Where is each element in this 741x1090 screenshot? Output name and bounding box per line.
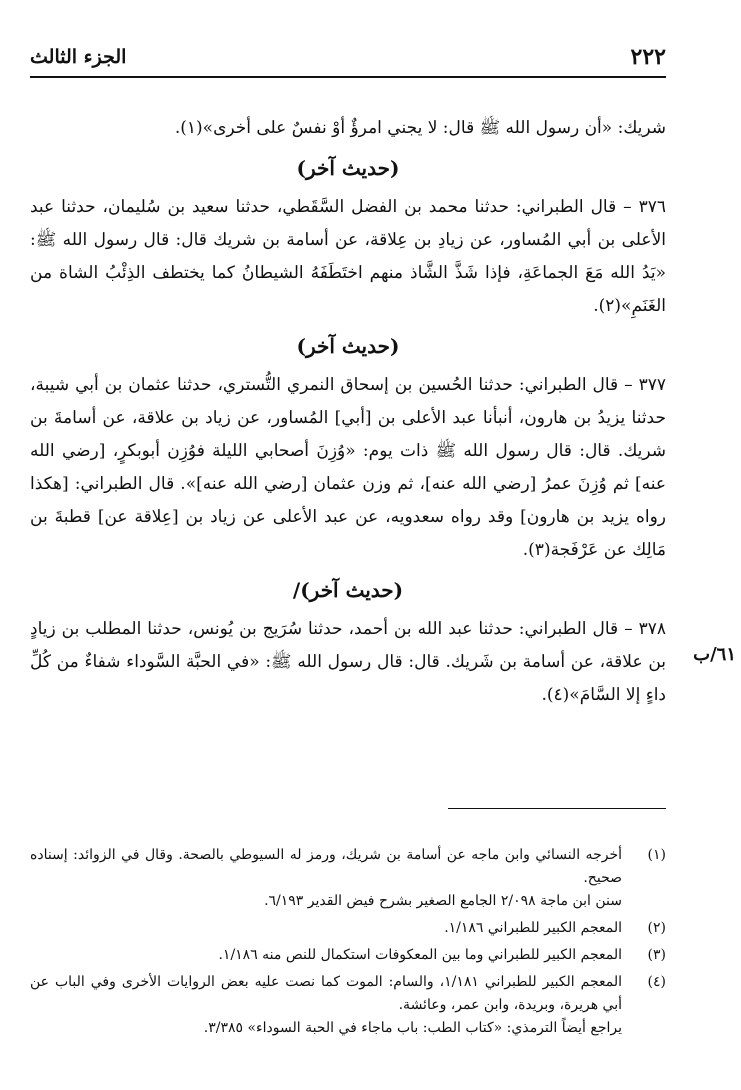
footnote-line: يراجع أيضاً الترمذي: «كتاب الطب: باب ماجاء في الحبة السوداء» ٣/٣٨٥. xyxy=(203,1020,622,1036)
footnote-number: (١) xyxy=(647,847,666,863)
manuscript-folio-note: ٦١/ب xyxy=(693,644,736,665)
footnote-line: أخرجه النسائي وابن ماجه عن أسامة بن شريك، ورمز له السيوطي بالصحة. وقال في الزوائد: إسناده صحيح. xyxy=(30,847,622,886)
footnote-text xyxy=(30,917,622,940)
footnote-line: المعجم الكبير للطبراني ١/١٨١، والسام: الموت كما نصت عليه بعض الروايات الأخرى وفي الباب عن أبي هريرة، وبريدة، وابن عمر، وعائشة. xyxy=(30,974,622,1013)
hadith-378: ٣٧٨ – قال الطبراني: حدثنا عبد الله بن أحمد، حدثنا سُرَيج بن يُونس، حدثنا المطلب بن زيادٍ بن علاقة، عن أسامة بن شَريك. قال: قال رسول الله ﷺ: «في الحبَّة السَّوداء شفاءٌ من كُلِّ داءٍ إلا السَّامَ»(٤). xyxy=(30,619,666,705)
footnote-text xyxy=(30,944,622,967)
section-heading: (حديث آخر) xyxy=(296,156,400,180)
footnote xyxy=(30,844,666,913)
header-rule xyxy=(30,76,666,78)
footnote-number: (٤) xyxy=(647,974,666,990)
footnote-number: (٣) xyxy=(647,947,666,963)
section-heading: (حديث آخر) xyxy=(296,334,400,358)
hadith-377: ٣٧٧ – قال الطبراني: حدثنا الحُسين بن إسحاق النمري التُّستري، حدثنا عثمان بن أبي شيبة، حدثنا يزيدُ بن هارون، أنبأنا عبد الأعلى بن [أبي] المُساور، عن زياد بن علاقة، عن أسامةَ بن شريك. قال: قال رسول الله ﷺ ذات يوم: «وُزِنَ أصحابي الليلة فوُزِن أبوبكرٍ، [رضي الله عنه] ثم وُزِنَ عمرُ [رضي الله عنه]، ثم وزن عثمان [رضي الله عنه]». قال الطبراني: [هكذا رواه يزيد بن هارون] وقد رواه سعدويه، عن عبد الأعلى عن زياد بن [عِلاقة عن] قطبةَ بن مَالِك عن عَرْفَجة(٣). xyxy=(30,375,666,560)
main-text xyxy=(30,112,666,712)
page-number: ٢٢٢ xyxy=(630,44,666,70)
footnote xyxy=(30,971,666,1040)
footnote-line: المعجم الكبير للطبراني ١/١٨٦. xyxy=(444,920,622,936)
part-title: الجزء الثالث xyxy=(30,46,127,68)
running-head xyxy=(30,40,666,74)
footnote-text xyxy=(30,971,622,1040)
footnote-line: المعجم الكبير للطبراني وما بين المعكوفات استكمال للنص منه ١/١٨٦. xyxy=(218,947,622,963)
intro-paragraph: شريك: «أن رسول الله ﷺ قال: لا يجني امرؤٌ أوْ نفسٌ على أخرى»(١). xyxy=(174,118,666,138)
footnote-number: (٢) xyxy=(647,920,666,936)
footnotes xyxy=(30,844,666,1044)
footnote xyxy=(30,917,666,940)
footnote-rule xyxy=(448,808,666,809)
footnote-text xyxy=(30,844,622,913)
hadith-376: ٣٧٦ – قال الطبراني: حدثنا محمد بن الفضل السَّقَطي، حدثنا سعيد بن سُليمان، حدثنا عبد الأعلى بن أبي المُساور، عن زيادِ بن عِلاقة، عن أسامة بن شريك قال: قال رسول الله ﷺ: «يَدُ الله مَعَ الجماعَةِ، فإذا شَذَّ الشَّاذ منهم اختَطَفَهُ الشيطانُ كما يختطف الذِئْبُ الشاة من الغَنَمِ»(٢). xyxy=(30,197,666,316)
footnote-line: سنن ابن ماجة ٢/٠٩٨ الجامع الصغير بشرح فيض القدير ٦/١٩٣. xyxy=(264,893,622,909)
footnote xyxy=(30,944,666,967)
section-heading: (حديث آخر)/ xyxy=(292,578,404,602)
